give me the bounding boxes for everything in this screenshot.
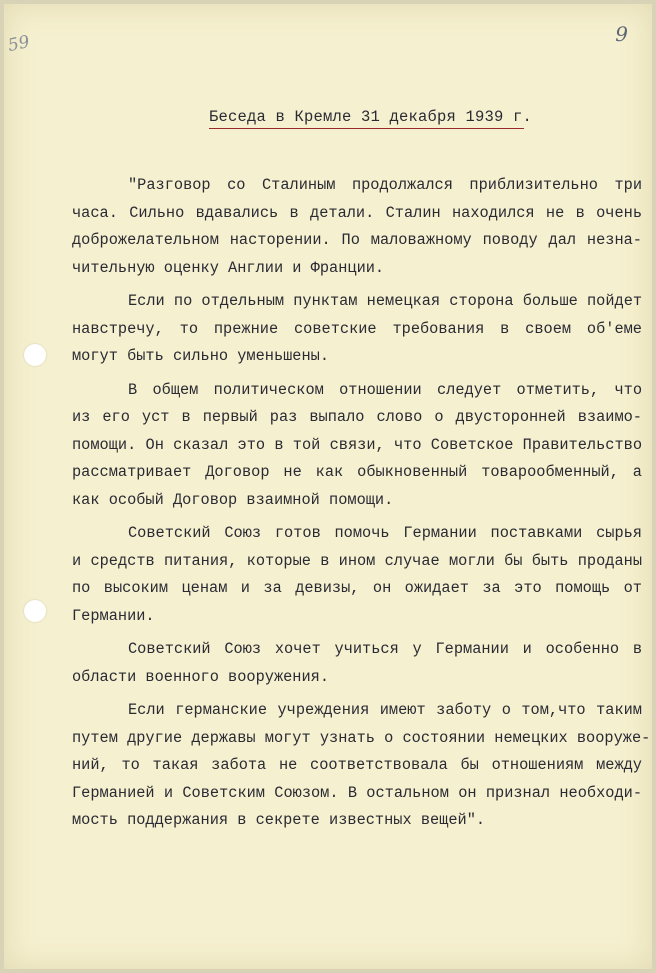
paragraph — [72, 697, 651, 835]
text-line: по высоким ценам и за девизы, он ожидает за это помощь от — [72, 579, 642, 597]
text-line: рассматривает Договор не как обыкновенный товарообменный, а — [72, 463, 642, 481]
paragraph — [72, 288, 642, 371]
text-line: "Разговор со Сталиным продолжался приблизительно три — [128, 176, 642, 194]
text-line: ний, то такая забота не соответствовала бы отношениям между — [72, 756, 642, 774]
text-line: В общем политическом отношении следует отметить, что — [128, 380, 642, 399]
page-number: 9 — [615, 22, 628, 46]
text-line: мость поддержания в секрете известных вещей". — [72, 811, 486, 829]
text-line: Если по отдельным пунктам немецкая сторона больше пойдет — [128, 292, 643, 310]
text-line: часа. Сильно вдавались в детали. Сталин находился не в очень — [72, 203, 642, 222]
text-line: могут быть сильно уменьшены. — [72, 347, 330, 365]
text-line: Советский Союз хочет учиться у Германии и особенно в — [128, 640, 642, 658]
document-title: Беседа в Кремле 31 декабря 1939 г. — [209, 108, 533, 126]
text-line: чительную оценку Англии и Франции. — [72, 258, 385, 277]
archive-number-mark: 59 — [6, 31, 32, 57]
paragraph — [72, 636, 642, 691]
text-line: Если германские учреждения имеют заботу о том,что таким — [128, 701, 642, 719]
text-line: Советский Союз готов помочь Германии поставками сырья — [128, 524, 642, 542]
paragraph — [72, 172, 642, 282]
text-line: и средств питания, которые в ином случае могли бы быть проданы — [72, 551, 642, 570]
text-line: путем другие державы могут узнать о состоянии немецких вооруже- — [72, 728, 651, 747]
text-line: навстречу, то прежние советские требования в своем об'еме — [72, 319, 642, 338]
punch-hole — [24, 600, 46, 622]
document-page — [4, 4, 652, 969]
paragraph — [72, 377, 642, 515]
text-line: Германии. — [72, 606, 155, 625]
text-line: помощи. Он сказал это в той связи, что Советское Правительство — [72, 435, 642, 454]
text-line: как особый Договор взаимной помощи. — [72, 490, 394, 509]
text-line: области военного вооружения. — [72, 667, 330, 686]
text-line: Германией и Советским Союзом. В остальном он признал необходи- — [72, 783, 642, 802]
text-line: из его уст в первый раз выпало слово о двусторонней взаимо- — [72, 408, 642, 426]
document-body — [72, 172, 651, 841]
punch-hole — [24, 344, 46, 366]
text-line: доброжелательном насторении. По маловажному поводу дал незна- — [72, 231, 642, 249]
title-underline — [209, 128, 524, 129]
paragraph — [72, 520, 642, 630]
